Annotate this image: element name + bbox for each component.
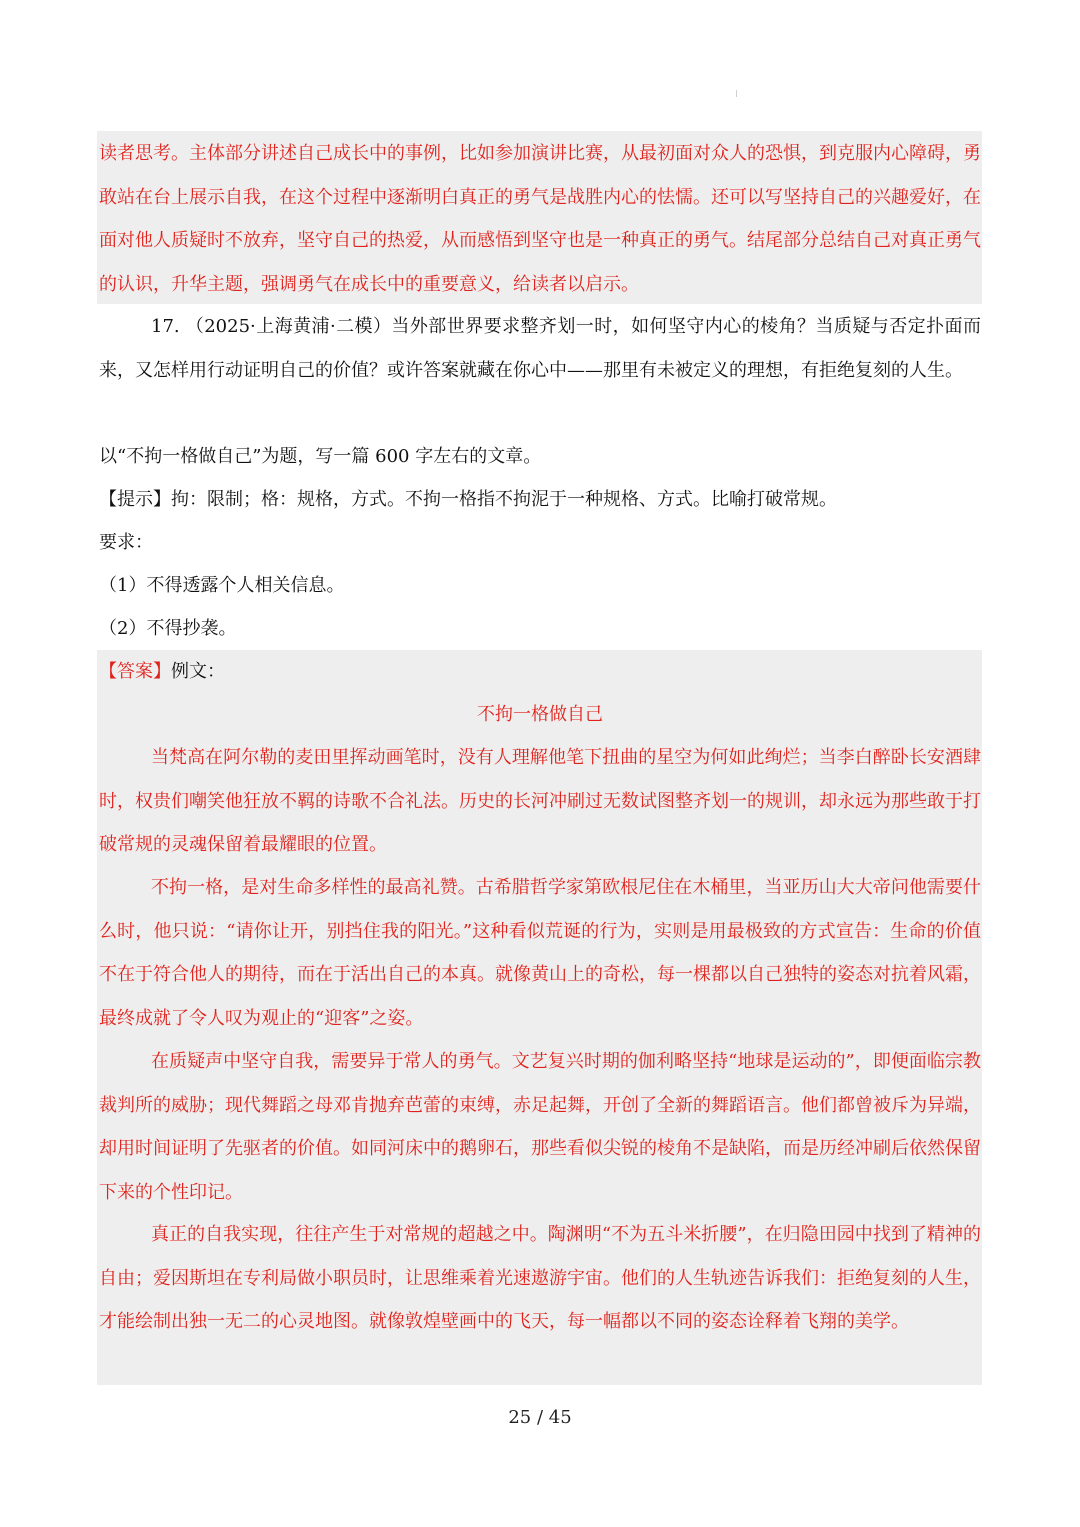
answer-heading <box>99 650 981 694</box>
page-number: 25 / 45 <box>508 1407 572 1428</box>
essay-paragraph: 真正的自我实现，往往产生于对常规的超越之中。陶渊明“不为五斗米折腰”，在归隐田园中找到了精神的自由；爱因斯坦在专利局做小职员时，让思维乘着光速遨游宇宙。他们的人生轨迹告诉我们：拒绝复刻的人生，才能绘制出独一无二的心灵地图。就像敦煌壁画中的飞天，每一幅都以不同的姿态诠释着飞翔的美学。 <box>99 1224 981 1332</box>
essay-paragraph: 不拘一格，是对生命多样性的最高礼赞。古希腊哲学家第欧根尼住在木桶里，当亚历山大大帝问他需要什么时，他只说：“请你让开，别挡住我的阳光。”这种看似荒诞的行为，实则是用最极致的方式宣告：生命的价值不在于符合他人的期待，而在于活出自己的本真。就像黄山上的奇松，每一棵都以自己独特的姿态对抗着风霜，最终成就了令人叹为观止的“迎客”之姿。 <box>99 877 981 1029</box>
requirement-2: （2）不得抄袭。 <box>99 618 237 639</box>
essay-paragraph: 在质疑声中坚守自我，需要异于常人的勇气。文艺复兴时期的伽利略坚持“地球是运动的”，即便面临宗教裁判所的威胁；现代舞蹈之母邓肯抛弃芭蕾的束缚，赤足起舞，开创了全新的舞蹈语言。他们都曾被斥为异端，却用时间证明了先驱者的价值。如同河床中的鹅卵石，那些看似尖锐的棱角不是缺陷，而是历经冲刷后依然保留下来的个性印记。 <box>99 1051 981 1203</box>
requirements-label: 要求： <box>99 532 153 553</box>
answer-tag: 【答案】 <box>99 661 171 682</box>
essay-paragraph: 当梵高在阿尔勒的麦田里挥动画笔时，没有人理解他笔下扭曲的星空为何如此绚烂；当李白醉卧长安酒肆时，权贵们嘲笑他狂放不羁的诗歌不合礼法。历史的长河冲刷过无数试图整齐划一的规训，却永远为那些敢于打破常规的灵魂保留着最耀眼的位置。 <box>99 747 981 855</box>
essay-title: 不拘一格做自己 <box>477 704 603 725</box>
previous-answer-text: 读者思考。主体部分讲述自己成长中的事例，比如参加演讲比赛，从最初面对众人的恐惧，到克服内心障碍，勇敢站在台上展示自我，在这个过程中逐渐明白真正的勇气是战胜内心的怯懦。还可以写坚持自己的兴趣爱好，在面对他人质疑时不放弃，坚守自己的热爱，从而感悟到坚守也是一种真正的勇气。结尾部分总结自己对真正勇气的认识，升华主题，强调勇气在成长中的重要意义，给读者以启示。 <box>99 143 981 295</box>
requirement-1: （1）不得透露个人相关信息。 <box>99 575 345 596</box>
question-hint: 【提示】拘：限制；格：规格，方式。不拘一格指不拘泥于一种规格、方式。比喻打破常规。 <box>99 489 837 510</box>
question-task: 以“不拘一格做自己”为题，写一篇 600 字左右的文章。 <box>99 446 542 467</box>
header-mark <box>736 90 737 97</box>
answer-label: 例文： <box>171 661 225 682</box>
question-prompt: 17. （2025·上海黄浦·二模）当外部世界要求整齐划一时，如何坚守内心的棱角？当质疑与否定扑面而来，又怎样用行动证明自己的价值？或许答案就藏在你心中——那里有未被定义的理想，有拒绝复刻的人生。 <box>99 316 981 381</box>
